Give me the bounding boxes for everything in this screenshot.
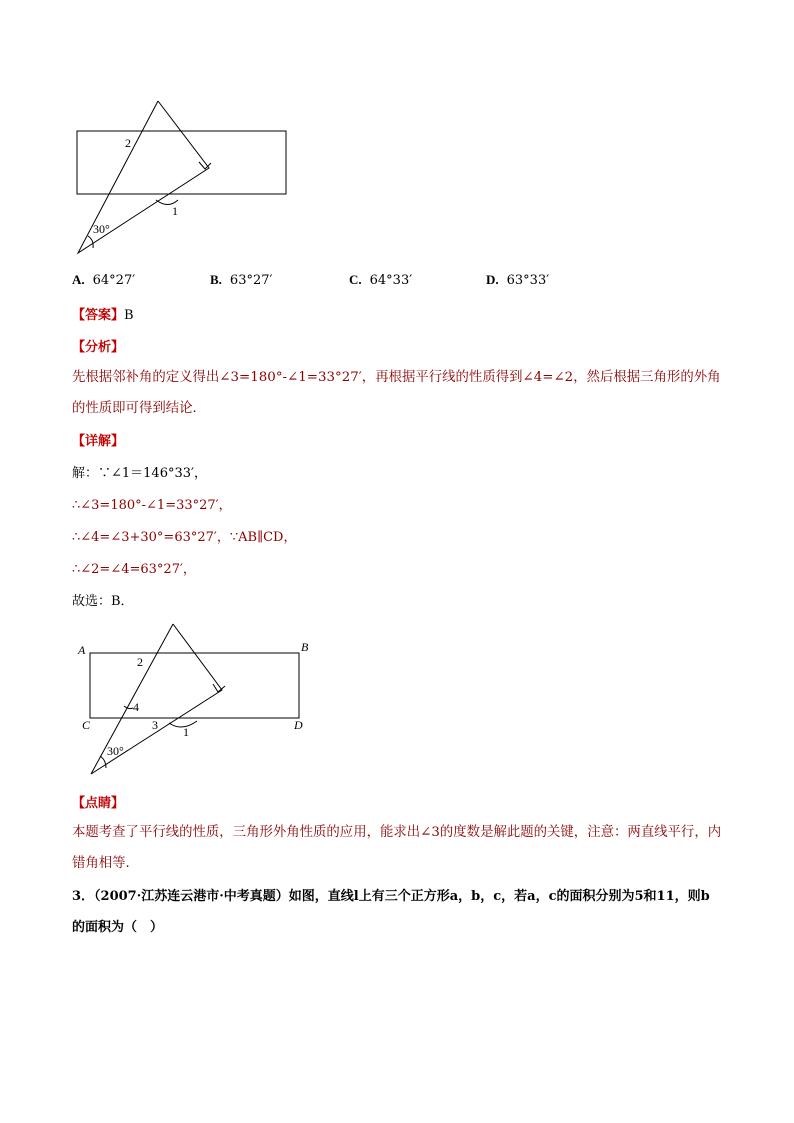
question-3 bbox=[72, 881, 722, 943]
option-c[interactable]: C. 64°33′ bbox=[349, 272, 413, 288]
detail-line-5: 故选：B． bbox=[72, 594, 134, 609]
question-number: 3． bbox=[72, 889, 95, 904]
figure-2 bbox=[72, 618, 332, 780]
detail-line-2: ∴∠3=180°-∠1=33°27′， bbox=[72, 498, 232, 513]
analysis-text: 先根据邻补角的定义得出∠3=180°-∠1=33°27′，再根据平行线的性质得到∠4=∠2，然后根据三角形的外角的性质即可得到结论． bbox=[72, 370, 721, 416]
answer-heading: 【答案】B bbox=[72, 308, 134, 323]
point-c-label: C bbox=[82, 718, 91, 732]
point-a-label: A bbox=[78, 643, 86, 657]
comment-heading: 【点睛】 bbox=[72, 796, 125, 811]
question-text: 如图，直线l上有三个正方形a，b，c，若a，c的面积分别为5和11，则b的面积为（ ） bbox=[72, 889, 710, 935]
angle-1-label: 1 bbox=[183, 725, 189, 739]
angle-4-label: 4 bbox=[133, 700, 139, 714]
option-a[interactable]: A. 64°27′ bbox=[72, 272, 136, 288]
answer-value: B bbox=[124, 308, 134, 323]
angle-3-label: 3 bbox=[152, 718, 158, 732]
detail-heading: 【详解】 bbox=[72, 434, 125, 449]
angle-30-label: 30° bbox=[93, 222, 110, 236]
question-source: （2007·江苏连云港市·中考真题） bbox=[94, 889, 289, 904]
option-d[interactable]: D. 63°33′ bbox=[486, 272, 550, 288]
comment-text: 本题考查了平行线的性质，三角形外角性质的应用，能求出∠3的度数是解此题的关键，注意：两直线平行，内错角相等． bbox=[72, 825, 722, 871]
angle-2-label: 2 bbox=[125, 136, 131, 150]
rectangle bbox=[90, 653, 299, 718]
analysis-heading: 【分析】 bbox=[72, 340, 125, 355]
angle-30-label: 30° bbox=[107, 744, 124, 758]
figure-1 bbox=[72, 96, 302, 261]
detail-line-4: ∴∠2=∠4=63°27′， bbox=[72, 562, 196, 577]
angle-2-label: 2 bbox=[137, 655, 143, 669]
point-b-label: B bbox=[301, 640, 309, 654]
point-d-label: D bbox=[294, 718, 303, 732]
detail-line-1: 解：∵∠1＝146°33′， bbox=[72, 466, 207, 481]
rectangle bbox=[77, 131, 286, 194]
angle-1-label: 1 bbox=[172, 204, 178, 218]
detail-line-3: ∴∠4=∠3+30°=63°27′，∵AB∥CD， bbox=[72, 530, 297, 545]
option-b[interactable]: B. 63°27′ bbox=[210, 272, 273, 288]
